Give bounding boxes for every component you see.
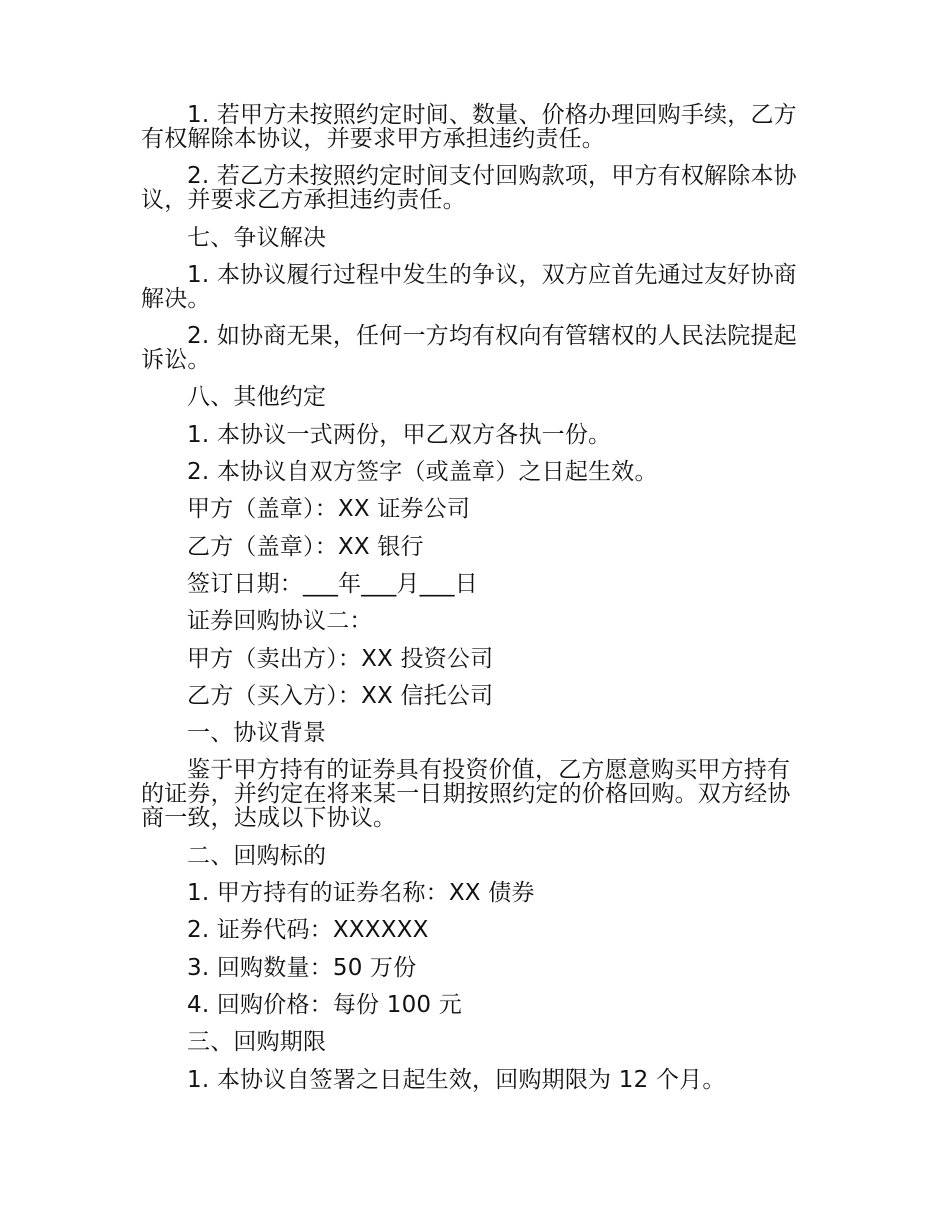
party-b-buyer: 乙方（买入方）：XX 信托公司 xyxy=(187,682,494,709)
subject-security-name: 1. 甲方持有的证券名称：XX 债券 xyxy=(187,880,535,907)
section-heading-subject: 二、回购标的 xyxy=(187,842,327,869)
party-a-seller: 甲方（卖出方）：XX 投资公司 xyxy=(187,645,494,672)
section-heading-background: 一、协议背景 xyxy=(187,720,327,747)
paragraph-background: 鉴于甲方持有的证券具有投资价值，乙方愿意购买甲方持有的证券，并约定在将来某一日期按照约定的价格回购。双方经协商一致，达成以下协议。 xyxy=(141,757,791,832)
signature-party-b: 乙方（盖章）：XX 银行 xyxy=(187,533,424,560)
section-heading-dispute: 七、争议解决 xyxy=(187,224,327,251)
paragraph-copies: 1. 本协议一式两份，甲乙双方各执一份。 xyxy=(187,421,612,448)
subject-price: 4. 回购价格：每份 100 元 xyxy=(187,991,462,1018)
section-heading-other: 八、其他约定 xyxy=(187,384,327,411)
document-body xyxy=(141,103,813,1105)
subject-quantity: 3. 回购数量：50 万份 xyxy=(187,954,417,981)
agreement-two-title: 证券回购协议二： xyxy=(187,608,373,635)
subject-security-code: 2. 证券代码：XXXXXX xyxy=(187,917,429,944)
paragraph-breach-party-a: 1. 若甲方未按照约定时间、数量、价格办理回购手续，乙方有权解除本协议，并要求甲方承担违约责任。 xyxy=(141,102,797,152)
section-heading-term: 三、回购期限 xyxy=(187,1029,327,1056)
paragraph-term: 1. 本协议自签署之日起生效，回购期限为 12 个月。 xyxy=(187,1066,726,1093)
paragraph-breach-party-b: 2. 若乙方未按照约定时间支付回购款项，甲方有权解除本协议，并要求乙方承担违约责任。 xyxy=(141,163,797,214)
paragraph-effective: 2. 本协议自双方签字（或盖章）之日起生效。 xyxy=(187,459,658,486)
paragraph-dispute-negotiation: 1. 本协议履行过程中发生的争议，双方应首先通过友好协商解决。 xyxy=(141,261,797,312)
signature-party-a: 甲方（盖章）：XX 证券公司 xyxy=(187,496,471,523)
signing-date: 签订日期：___年___月___日 xyxy=(187,570,478,597)
paragraph-dispute-litigation: 2. 如协商无果，任何一方均有权向有管辖权的人民法院提起诉讼。 xyxy=(141,323,797,374)
